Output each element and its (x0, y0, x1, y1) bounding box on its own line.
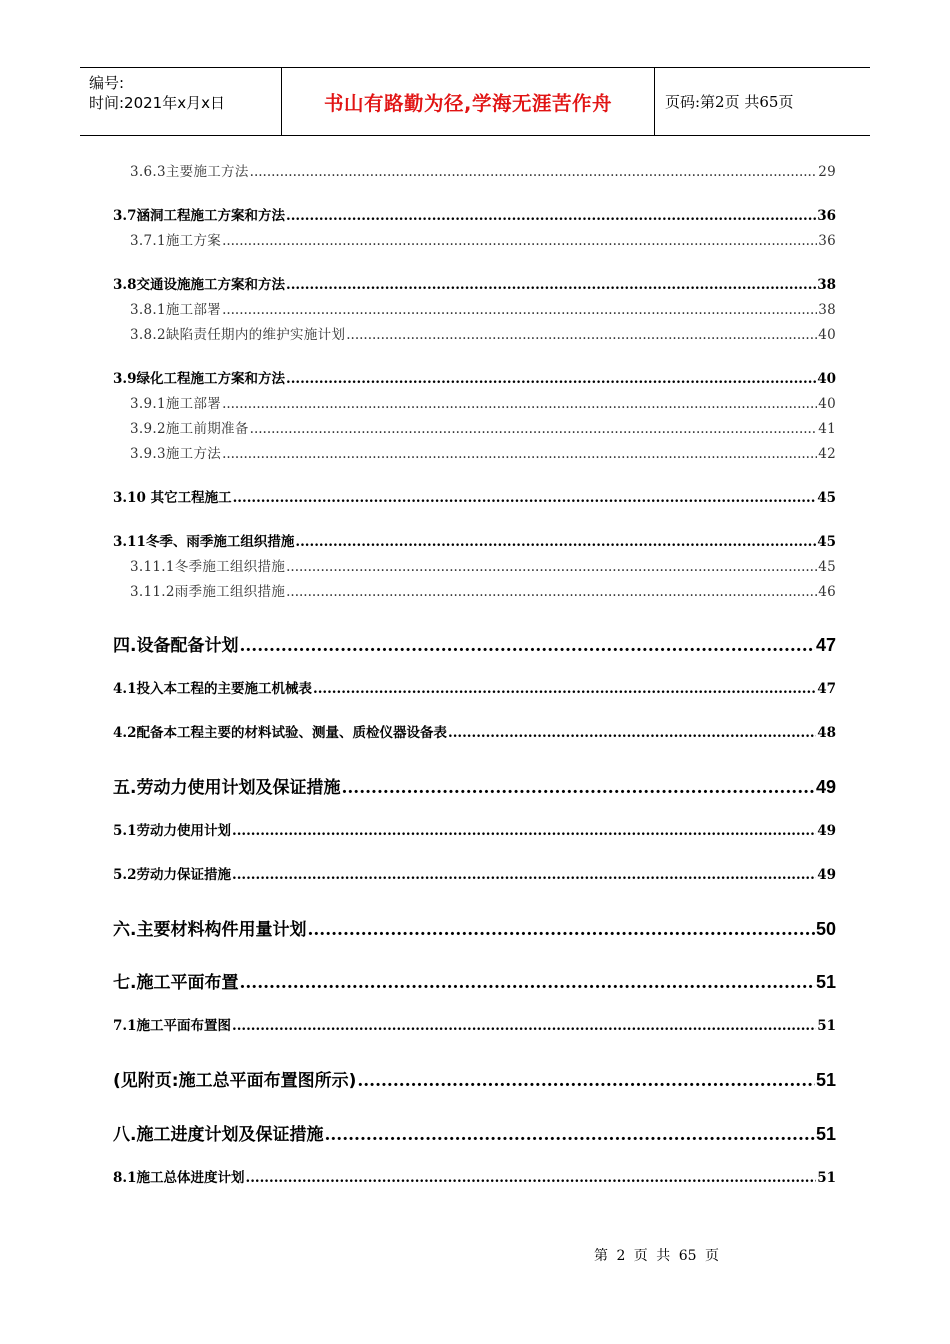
toc-entry[interactable] (113, 719, 836, 741)
toc-entry-page: 49 (817, 867, 836, 883)
toc-entry-title: 3.8交通设施施工方案和方法 (113, 277, 285, 293)
toc-entry-page: 36 (818, 233, 836, 249)
toc-entry-page: 51 (815, 972, 836, 992)
toc-leader-dots (222, 302, 817, 318)
toc-entry[interactable] (130, 158, 836, 180)
toc-leader-dots (222, 446, 817, 462)
toc-leader-dots (250, 164, 818, 180)
toc-entry-page: 29 (818, 164, 836, 180)
toc-entry[interactable] (113, 630, 836, 656)
toc-entry-title: 3.7涵洞工程施工方案和方法 (113, 208, 285, 224)
toc-entry[interactable] (130, 227, 836, 249)
toc-leader-dots (341, 778, 815, 798)
toc-entry-title: (见附页:施工总平面布置图所示) (113, 1071, 357, 1091)
toc-entry[interactable] (130, 578, 836, 600)
toc-entry-title: 3.8.2缺陷责任期内的维护实施计划 (130, 327, 346, 343)
toc-entry-title: 4.2配备本工程主要的材料试验、测量、质检仪器设备表 (113, 725, 447, 741)
toc-leader-dots (357, 1071, 815, 1091)
toc-entry[interactable] (113, 365, 836, 387)
toc-entry-title: 四.设备配备计划 (113, 636, 239, 656)
toc-entry-page: 38 (818, 302, 836, 318)
toc-leader-dots (307, 920, 815, 940)
toc-entry[interactable] (130, 296, 836, 318)
toc-entry-page: 50 (815, 919, 836, 939)
toc-entry-title: 3.11.2雨季施工组织措施 (130, 584, 286, 600)
toc-entry-page: 46 (818, 584, 836, 600)
toc-entry-title: 3.9.1施工部署 (130, 396, 222, 412)
toc-leader-dots (346, 327, 817, 343)
toc-entry-page: 41 (818, 421, 836, 437)
toc-entry-title: 3.8.1施工部署 (130, 302, 222, 318)
toc-entry-page: 51 (815, 1124, 836, 1144)
toc-entry-title: 3.9.2施工前期准备 (130, 421, 249, 437)
toc-leader-dots (448, 725, 816, 741)
header-motto: 书山有路勤为径,学海无涯苦作舟 (324, 91, 612, 115)
toc-entry-page: 45 (818, 559, 836, 575)
toc-entry[interactable] (113, 772, 836, 798)
toc-entry-title: 六.主要材料构件用量计划 (113, 920, 307, 940)
toc-entry-page: 42 (818, 446, 836, 462)
toc-entry-title: 七.施工平面布置 (113, 973, 239, 993)
toc-entry-title: 3.10 其它工程施工 (113, 490, 232, 506)
toc-leader-dots (232, 1018, 816, 1034)
toc-entry-title: 3.7.1施工方案 (130, 233, 222, 249)
toc-entry[interactable] (113, 967, 836, 993)
toc-entry[interactable] (130, 390, 836, 412)
toc-entry[interactable] (113, 817, 836, 839)
toc-entry[interactable] (113, 914, 836, 940)
toc-entry-title: 五.劳动力使用计划及保证措施 (113, 778, 341, 798)
toc-entry[interactable] (130, 321, 836, 343)
toc-leader-dots (232, 867, 816, 883)
toc-leader-dots (286, 277, 816, 293)
toc-entry-title: 5.1劳动力使用计划 (113, 823, 231, 839)
toc-entry[interactable] (113, 484, 836, 506)
toc-entry-title: 3.11冬季、雨季施工组织措施 (113, 534, 295, 550)
toc-leader-dots (222, 396, 817, 412)
toc-entry[interactable] (113, 1065, 836, 1091)
toc-entry-page: 47 (817, 681, 836, 697)
footer-page-number: 第 2 页 共 65 页 (594, 1248, 719, 1264)
toc-entry-page: 47 (815, 635, 836, 655)
toc-entry-page: 51 (817, 1170, 836, 1186)
toc-leader-dots (324, 1125, 815, 1145)
toc-entry-page: 40 (817, 371, 836, 387)
toc-entry-page: 45 (817, 490, 836, 506)
toc-leader-dots (286, 584, 817, 600)
toc-entry[interactable] (113, 675, 836, 697)
toc-leader-dots (239, 636, 815, 656)
toc-leader-dots (250, 421, 818, 437)
toc-entry[interactable] (113, 1012, 836, 1034)
toc-entry-page: 40 (818, 327, 836, 343)
toc-leader-dots (286, 559, 817, 575)
toc-leader-dots (246, 1170, 817, 1186)
toc-leader-dots (286, 371, 816, 387)
toc-leader-dots (295, 534, 816, 550)
toc-leader-dots (233, 490, 817, 506)
document-date: 时间:2021年x月x日 (89, 94, 225, 112)
toc-leader-dots (232, 823, 816, 839)
toc-entry-title: 3.9.3施工方法 (130, 446, 222, 462)
toc-entry-page: 51 (815, 1070, 836, 1090)
toc-entry-page: 49 (815, 777, 836, 797)
toc-entry-title: 5.2劳动力保证措施 (113, 867, 231, 883)
toc-entry[interactable] (113, 861, 836, 883)
toc-leader-dots (239, 973, 815, 993)
toc-entry-page: 40 (818, 396, 836, 412)
toc-leader-dots (313, 681, 816, 697)
toc-entry-page: 51 (817, 1018, 836, 1034)
toc-entry-page: 38 (817, 277, 836, 293)
toc-entry-title: 3.6.3主要施工方法 (130, 164, 249, 180)
toc-entry-page: 45 (817, 534, 836, 550)
toc-leader-dots (286, 208, 816, 224)
document-number-label: 编号: (89, 74, 125, 92)
toc-entry-title: 4.1投入本工程的主要施工机械表 (113, 681, 312, 697)
toc-entry[interactable] (130, 553, 836, 575)
toc-entry[interactable] (113, 1164, 836, 1186)
toc-entry-page: 49 (817, 823, 836, 839)
toc-entry-title: 7.1施工平面布置图 (113, 1018, 231, 1034)
toc-entry-title: 3.11.1冬季施工组织措施 (130, 559, 286, 575)
toc-entry[interactable] (113, 1119, 836, 1145)
toc-entry-page: 48 (817, 725, 836, 741)
toc-entry[interactable] (113, 528, 836, 550)
toc-entry-title: 八.施工进度计划及保证措施 (113, 1125, 324, 1145)
toc-entry[interactable] (130, 415, 836, 437)
toc-entry[interactable] (130, 440, 836, 462)
toc-entry-title: 3.9绿化工程施工方案和方法 (113, 371, 285, 387)
toc-entry[interactable] (113, 202, 836, 224)
toc-entry[interactable] (113, 271, 836, 293)
header-page-info: 页码:第2页 共65页 (665, 93, 794, 111)
toc-leader-dots (222, 233, 817, 249)
toc-entry-title: 8.1施工总体进度计划 (113, 1170, 245, 1186)
toc-entry-page: 36 (817, 208, 836, 224)
